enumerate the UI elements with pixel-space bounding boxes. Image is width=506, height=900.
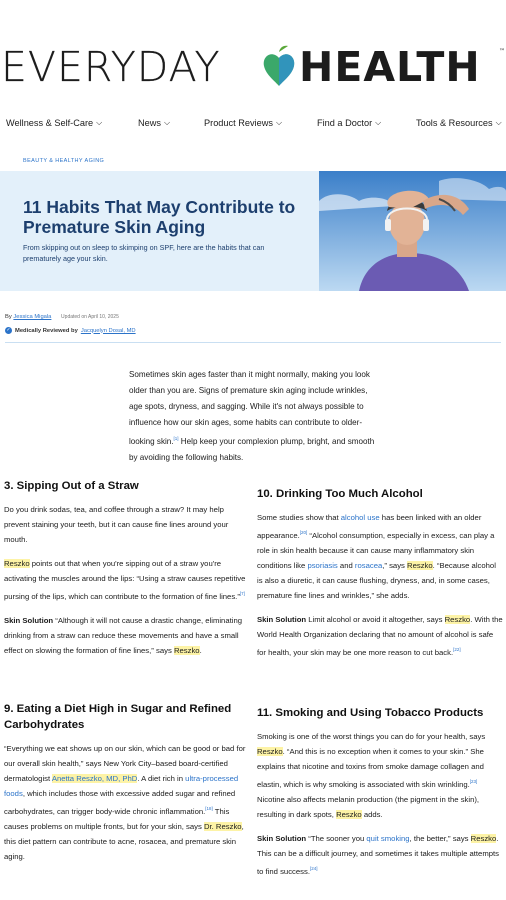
section-heading: 11. Smoking and Using Tobacco Products	[257, 707, 484, 719]
citation[interactable]: [7]	[239, 591, 245, 596]
page-title: 11 Habits That May Contribute to Premature Skin Aging	[23, 197, 296, 237]
nav-find-doctor[interactable]: Find a Doctor ⌵	[317, 118, 382, 128]
hero-banner	[0, 171, 506, 291]
highlighted-name: Reszko	[4, 559, 30, 568]
page-dek: From skipping out on sleep to skimping on SPF, here are the habits that can prematurely age your skin.	[23, 243, 265, 263]
alcohol-use-link[interactable]: alcohol use	[340, 513, 380, 522]
highlighted-name: Reszko	[470, 834, 497, 843]
highlighted-name: Dr. Reszko	[203, 822, 242, 831]
highlighted-name: Reszko	[444, 615, 471, 624]
highlighted-name: Reszko	[257, 747, 283, 756]
main-nav	[0, 118, 506, 134]
check-badge-icon: ✓	[6, 327, 11, 333]
site-logo[interactable]	[0, 42, 506, 92]
chevron-down-icon: ⌵	[96, 118, 103, 127]
section-heading: 3. Sipping Out of a Straw	[4, 480, 139, 492]
reviewer-link[interactable]: Jacquelyn Dosal, MD	[80, 327, 136, 334]
hero-image	[319, 171, 506, 291]
logo-word-health: HEALTH	[299, 43, 481, 91]
paragraph: Do you drink sodas, tea, and coffee through a straw? It may help prevent staining your teeth, but it can cause fine lines around your mouth.	[4, 505, 229, 544]
skin-solution: Skin Solution “Although it will not cause a drastic change, eliminating drinking from a straw can reduce these movements and have a small effect on slowing the formation of fine lines,” says Reszko.	[4, 616, 242, 655]
paragraph: Reszko points out that when you're sipping out of a straw you're activating the muscles around the lips: “Using a straw causes repetitive pursing of the lips, which can contribute to the formation of fine lines.”[7]	[4, 559, 246, 601]
paragraph: “Everything we eat shows up on our skin, which can be good or bad for our overall skin health,” says New York City–based board-certified dermatologist Anetta Reszko, MD, PhD. A diet rich in ultra-processed foods, which includes those with excessive added sugar and refined carbohydrates, can trigger body-wide chronic inflammation.[18] This causes problems on multiple fronts, but for your skin, says Dr. Reszko, this diet pattern can contribute to acne, rosacea, and premature skin aging.	[4, 744, 246, 861]
quit-smoking-link[interactable]: quit smoking	[366, 834, 410, 843]
citation[interactable]: [18]	[205, 806, 213, 811]
section-heading: 10. Drinking Too Much Alcohol	[257, 488, 423, 500]
rosacea-link[interactable]: rosacea	[354, 561, 383, 570]
byline: By Jessica Migala Updated on April 10, 2025	[5, 314, 119, 320]
skin-solution: Skin Solution Limit alcohol or avoid it altogether, says Reszko. With the World Health Organization declaring that no amount of alcohol is safe for health, your skin may be one more reason to cut back.[22]	[257, 615, 503, 657]
intro-paragraph: Sometimes skin ages faster than it might normally, making you look older than you are. Signs of premature skin aging include wrinkles, age spots, dryness, and sagging. While it's not always possible to influence how our skin ages, some habits can contribute to older-looking skin.[1] Help keep your complexion plump, bright, and smooth by avoiding the following habits.	[129, 370, 375, 462]
highlighted-name: Reszko	[173, 646, 200, 655]
category-kicker[interactable]: BEAUTY & HEALTHY AGING	[23, 158, 105, 164]
section-diet	[4, 701, 250, 873]
section-heading: 9. Eating a Diet High in Sugar and Refined Carbohydrates	[4, 703, 232, 731]
logo-word-everyday: EVERYDAY	[1, 43, 221, 91]
paragraph: Smoking is one of the worst things you can do for your health, says Reszko. “And this is no exception when it comes to your skin.” She explains that nicotine and toxins from smoke damage collagen and elastin, which is why smoking is associated with skin wrinkling.[23] Nicotine also affects melanin production (the pigment in the skin), resulting in dark spots, Reszko adds.	[257, 732, 486, 819]
chevron-down-icon: ⌵	[163, 118, 171, 127]
nav-tools-resources[interactable]: Tools & Resources ⌵	[416, 118, 502, 128]
trademark: ™	[499, 48, 505, 55]
citation[interactable]: [20]	[299, 530, 308, 535]
citation[interactable]: [23]	[469, 779, 478, 784]
citation[interactable]: [1]	[173, 436, 179, 441]
skin-solution: Skin Solution “The sooner you quit smoking, the better,” says Reszko. This can be a difficult journey, and sometimes it takes multiple attempts to find success.[24]	[257, 834, 499, 876]
paragraph: Some studies show that alcohol use has been linked with an older appearance.[20] “Alcohol consumption, especially in excess, can play a role in skin health because it can cause many inflammatory skin conditions like psoriasis and rosacea,” says Reszko. “Because alcohol is also a diuretic, it can cause flushing, dryness, and, in some cases, premature fine lines and wrinkles,” she adds.	[257, 513, 496, 600]
psoriasis-link[interactable]: psoriasis	[307, 561, 338, 570]
highlighted-name: Reszko	[407, 561, 433, 570]
citation[interactable]: [22]	[453, 647, 461, 652]
highlighted-name: Reszko	[336, 810, 362, 819]
heart-logo-icon	[262, 44, 296, 88]
chevron-down-icon: ⌵	[495, 118, 502, 127]
medical-review: ✓ Medically Reviewed by Jacquelyn Dosal, MD	[6, 327, 136, 334]
section-straw	[4, 478, 250, 667]
author-link[interactable]: Jessica Migala	[13, 314, 52, 320]
nav-wellness[interactable]: Wellness & Self-Care ⌵	[6, 118, 103, 128]
citation[interactable]: [24]	[309, 866, 318, 871]
ultra-processed-link[interactable]: ultra-processed foods	[4, 774, 239, 798]
divider	[5, 342, 501, 343]
chevron-down-icon: ⌵	[275, 118, 283, 127]
nav-product-reviews[interactable]: Product Reviews ⌵	[204, 118, 283, 128]
dermatologist-link[interactable]: Anetta Reszko, MD, PhD	[51, 774, 138, 783]
nav-news[interactable]: News ⌵	[138, 118, 171, 128]
section-alcohol	[257, 486, 503, 669]
section-smoking	[257, 705, 503, 888]
updated-date: Updated on April 10, 2025	[61, 314, 119, 320]
chevron-down-icon: ⌵	[375, 118, 382, 127]
